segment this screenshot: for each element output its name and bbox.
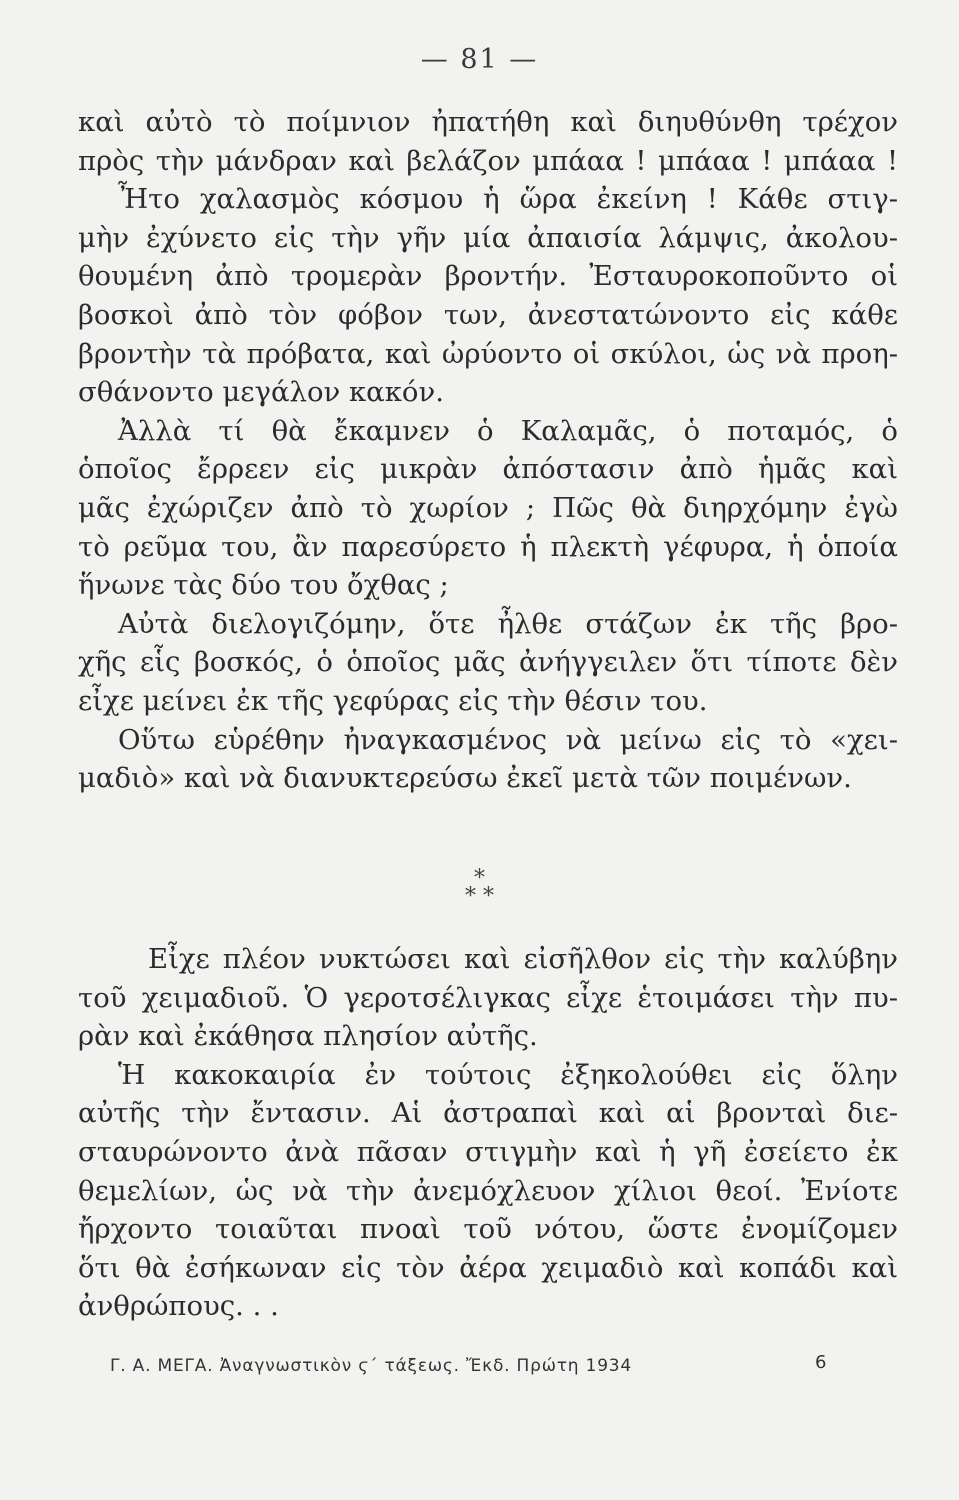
text-line: μαδιὸ» καὶ νὰ διανυκτερεύσω ἐκεῖ μετὰ τῶν ποιμένων. (78, 762, 852, 795)
text-line: ὅτι θὰ ἐσήκωναν εἰς τὸν ἀέρα χειμαδιὸ καὶ κοπάδι καὶ (78, 1251, 898, 1284)
text-line: Εἶχε πλέον νυκτώσει καὶ εἰσῆλθον εἰς τὴν καλύβην (148, 943, 898, 975)
text-line: ἤρχοντο τοιαῦται πνοαὶ τοῦ νότου, ὥστε ἐνομίζομεν (78, 1213, 898, 1246)
body-text-lower (78, 940, 898, 1326)
text-line: αὐτῆς τὴν ἔντασιν. Αἱ ἀστραπαὶ καὶ αἱ βρονταὶ διε- (78, 1097, 898, 1130)
text-line: Ἡ κακοκαιρία ἐν τούτοις ἐξηκολούθει εἰς ὅλην (118, 1058, 898, 1091)
text-line: Ἀλλὰ τί θὰ ἔκαμνεν ὁ Καλαμᾶς, ὁ ποταμός, ὁ (118, 414, 898, 447)
text-line: σταυρώνοντο ἀνὰ πᾶσαν στιγμὴν καὶ ἡ γῆ ἐσείετο ἐκ (78, 1135, 898, 1168)
page-number: — 81 — (420, 44, 539, 75)
text-line: τοῦ χειμαδιοῦ. Ὁ γεροτσέλιγκας εἶχε ἑτοιμάσει τὴν πυ- (78, 981, 898, 1014)
text-line: θουμένη ἀπὸ τρομερὰν βροντήν. Ἐσταυροκοποῦντο οἱ (78, 260, 898, 293)
footer-signature: Γ. Α. ΜΕΓΑ. Ἀναγνωστικὸν ϛ΄ τάξεως. Ἔκδ. Πρώτη 1934 (110, 1356, 633, 1376)
text-line: εἶχε μείνει ἐκ τῆς γεφύρας εἰς τὴν θέσιν του. (78, 684, 708, 717)
text-line: Αὐτὰ διελογιζόμην, ὅτε ἦλθε στάζων ἐκ τῆς βρο- (118, 607, 898, 640)
text-line: σθάνοντο μεγάλον κακόν. (78, 376, 444, 409)
asterism-bottom: * * (465, 884, 494, 909)
text-line: ὁποῖος ἔρρεεν εἰς μικρὰν ἀπόστασιν ἀπὸ ἡμᾶς καὶ (78, 453, 898, 486)
sheet-number: 6 (815, 1352, 827, 1373)
text-line: τὸ ρεῦμα του, ἂν παρεσύρετο ἡ πλεκτὴ γέφυρα, ἡ ὁποία (78, 530, 898, 563)
text-line: βροντὴν τὰ πρόβατα, καὶ ὠρύοντο οἱ σκύλοι, ὡς νὰ προη- (78, 337, 898, 370)
text-line: ρὰν καὶ ἐκάθησα πλησίον αὐτῆς. (78, 1020, 538, 1053)
asterism-top: * (474, 866, 485, 891)
text-line: Ἦτο χαλασμὸς κόσμου ἡ ὥρα ἐκείνη ! Κάθε στιγ- (118, 183, 898, 216)
text-line: πρὸς τὴν μάνδραν καὶ βελάζον μπάαα ! μπάαα ! μπάαα ! (78, 144, 898, 177)
text-line: χῆς εἷς βοσκός, ὁ ὁποῖος μᾶς ἀνήγγειλεν ὅτι τίποτε δὲν (78, 646, 898, 679)
text-line: ἥνωνε τὰς δύο του ὄχθας ; (78, 569, 449, 602)
body-text-upper (78, 103, 898, 798)
text-line: Οὕτω εὑρέθην ἠναγκασμένος νὰ μείνω εἰς τὸ «χει- (118, 723, 898, 756)
text-line: βοσκοὶ ἀπὸ τὸν φόβον των, ἀνεστατώνοντο εἰς κάθε (78, 298, 898, 331)
section-break-asterism (0, 866, 959, 909)
text-line: μᾶς ἐχώριζεν ἀπὸ τὸ χωρίον ; Πῶς θὰ διηρχόμην ἐγὼ (78, 491, 898, 524)
text-line: καὶ αὐτὸ τὸ ποίμνιον ἠπατήθη καὶ διηυθύνθη τρέχον (78, 106, 898, 138)
text-line: θεμελίων, ὡς νὰ τὴν ἀνεμόχλευον χίλιοι θεοί. Ἐνίοτε (78, 1174, 898, 1207)
text-line: ἀνθρώπους. . . (78, 1290, 279, 1323)
text-line: μὴν ἐχύνετο εἰς τὴν γῆν μία ἀπαισία λάμψις, ἀκολου- (78, 221, 898, 254)
